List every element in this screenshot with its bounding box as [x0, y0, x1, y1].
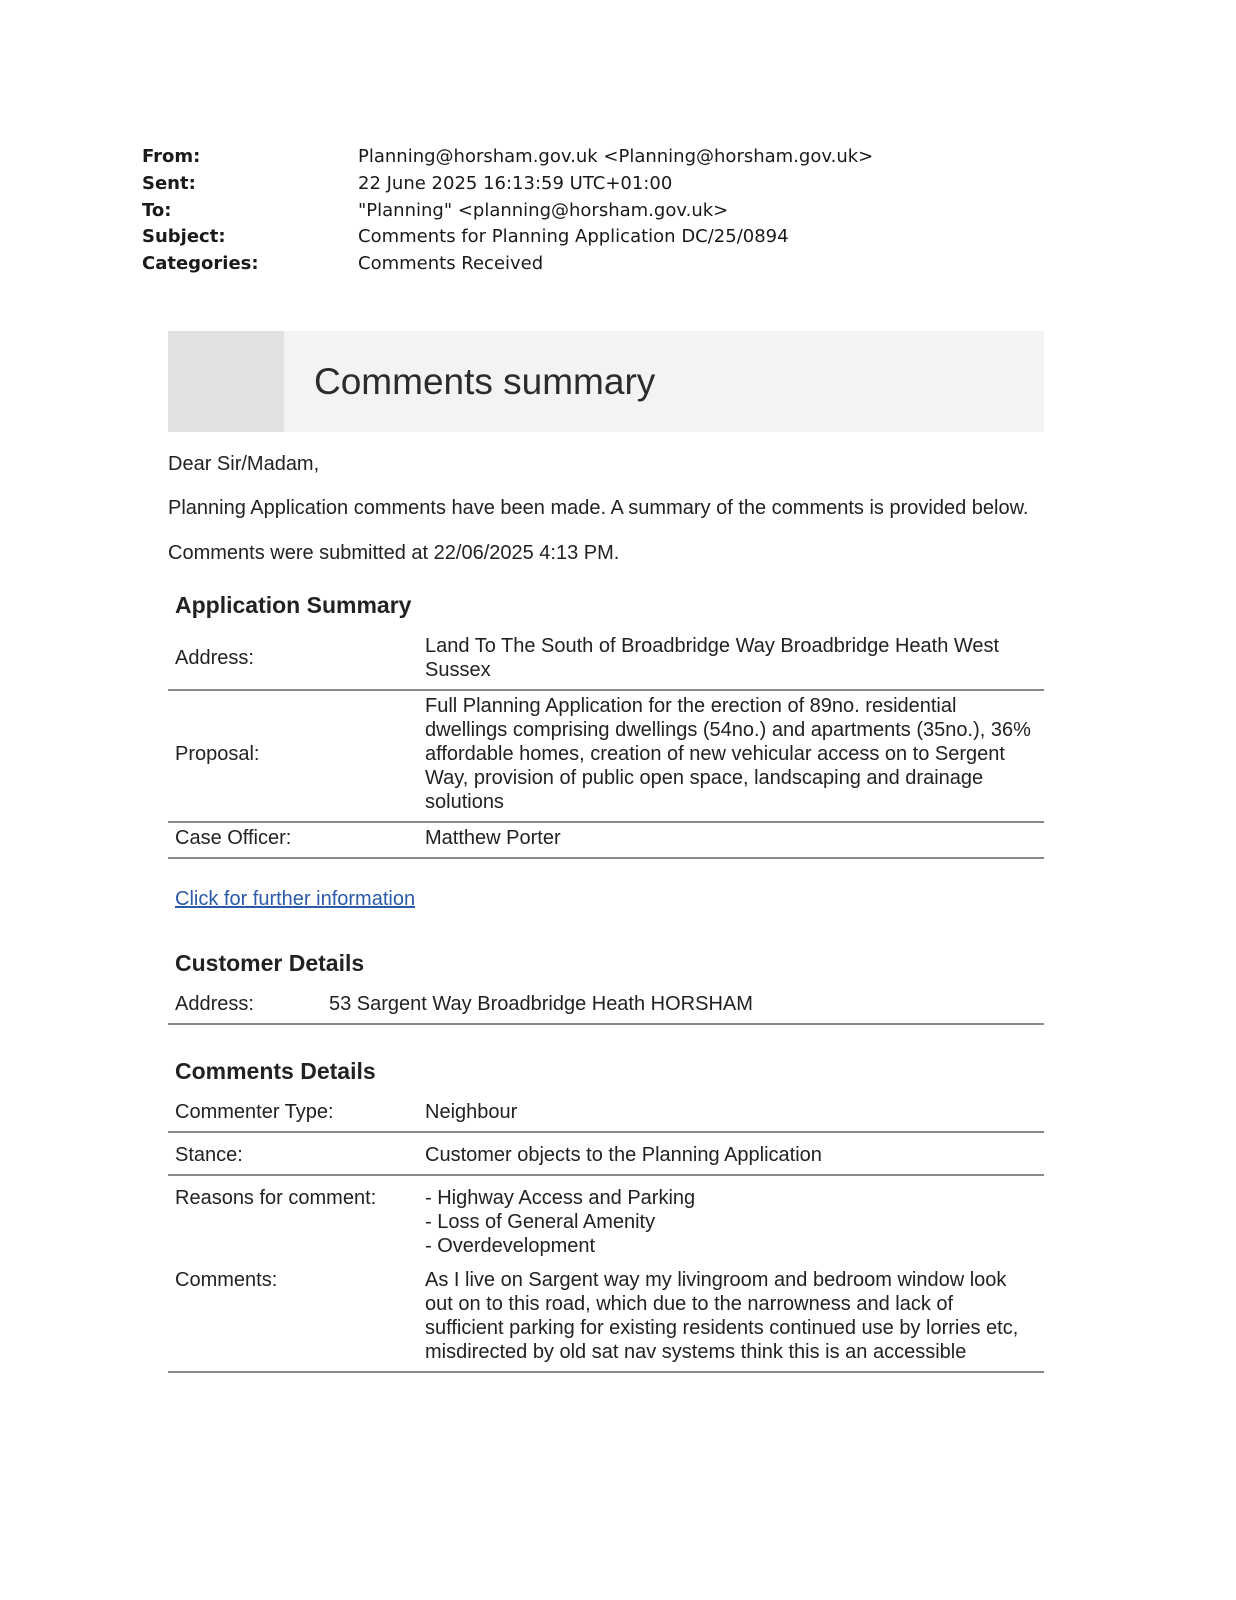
comments-details-table [168, 1097, 1044, 1373]
subject-value: Comments for Planning Application DC/25/0894 [358, 226, 789, 248]
comments-label: Comments: [168, 1265, 418, 1372]
email-from-row [142, 144, 1042, 171]
table-row [168, 1175, 1044, 1265]
table-row [168, 1132, 1044, 1175]
to-label: To: [142, 199, 172, 221]
comments-details-heading: Comments Details [175, 1058, 376, 1084]
sent-value: 22 June 2025 16:13:59 UTC+01:00 [358, 172, 673, 194]
email-body [168, 331, 1044, 1373]
table-row [168, 1265, 1044, 1372]
table-row [168, 690, 1044, 822]
commenter-type-label: Commenter Type: [168, 1097, 418, 1132]
submitted-text: Comments were submitted at 22/06/2025 4:13 PM. [168, 542, 620, 564]
comments-value: As I live on Sargent way my livingroom and bedroom window look out on to this road, which due to the narrowness and lack of sufficient parking for existing residents continued use by lorries etc, misdirected by old sat nav systems think this is an accessible [418, 1265, 1044, 1372]
address-label: Address: [168, 631, 418, 690]
intro-text: Planning Application comments have been made. A summary of the comments is provided below. [168, 497, 1029, 519]
sent-label: Sent: [142, 172, 196, 194]
table-row [168, 1097, 1044, 1132]
email-sent-row [142, 171, 1042, 198]
email-subject-row [142, 224, 1042, 251]
email-header [142, 144, 1042, 278]
subject-label: Subject: [142, 226, 226, 248]
reasons-label: Reasons for comment: [175, 1187, 377, 1209]
commenter-type-value: Neighbour [418, 1097, 1044, 1132]
reason-item: - Loss of General Amenity [425, 1211, 656, 1233]
address-value: Land To The South of Broadbridge Way Broadbridge Heath West Sussex [418, 631, 1044, 690]
reason-item: - Highway Access and Parking [425, 1187, 696, 1209]
greeting-text: Dear Sir/Madam, [168, 453, 320, 475]
reasons-list [418, 1175, 1044, 1265]
table-row [168, 631, 1044, 690]
table-row [168, 822, 1044, 858]
further-information-link[interactable]: Click for further information [175, 888, 416, 910]
categories-label: Categories: [142, 253, 259, 275]
application-summary-heading: Application Summary [175, 592, 412, 618]
banner-accent-block [168, 331, 284, 432]
case-officer-value: Matthew Porter [418, 822, 1044, 858]
to-value: "Planning" <planning@horsham.gov.uk> [358, 199, 729, 221]
categories-value: Comments Received [358, 253, 544, 275]
application-summary-table [168, 631, 1044, 859]
customer-details-heading: Customer Details [175, 950, 365, 976]
reason-item: - Overdevelopment [425, 1235, 596, 1257]
comments-summary-banner [168, 331, 1044, 432]
further-information-link-row [168, 887, 1044, 911]
email-to-row [142, 198, 1042, 225]
stance-value: Customer objects to the Planning Application [418, 1132, 1044, 1175]
email-categories-row [142, 251, 1042, 278]
from-label: From: [142, 146, 201, 167]
proposal-value: Full Planning Application for the erection of 89no. residential dwellings comprising dwellings (54no.) and apartments (35no.), 36% affordable homes, creation of new vehicular access on to Sergent Way, provision of public open space, landscaping and drainage solutions [418, 690, 1044, 822]
proposal-label: Proposal: [168, 690, 418, 822]
case-officer-label: Case Officer: [168, 822, 418, 858]
banner-title: Comments summary [314, 361, 656, 402]
customer-address-label: Address: [168, 989, 322, 1024]
stance-label: Stance: [168, 1132, 418, 1175]
customer-details-table [168, 989, 1044, 1025]
table-row [168, 989, 1044, 1024]
from-value: Planning@horsham.gov.uk <Planning@horsham.gov.uk> [358, 146, 874, 167]
customer-address-value: 53 Sargent Way Broadbridge Heath HORSHAM [322, 989, 1044, 1024]
